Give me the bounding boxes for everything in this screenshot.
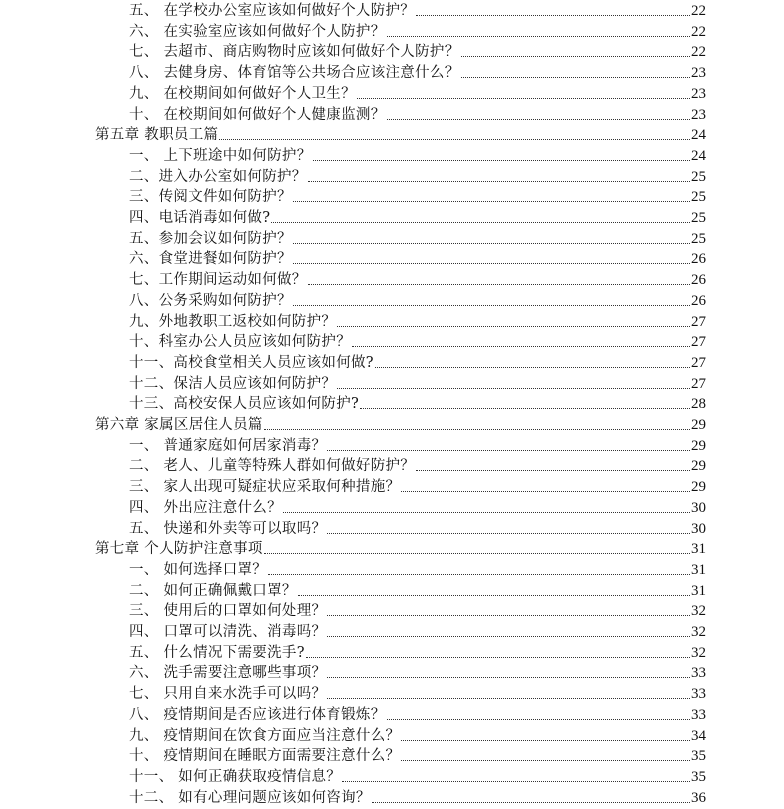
- toc-page-number: 24: [691, 147, 706, 164]
- toc-chapter-entry[interactable]: [95, 414, 706, 434]
- toc-item-entry[interactable]: [129, 41, 706, 61]
- toc-entry-title: 二、进入办公室如何防护？: [129, 168, 307, 185]
- toc-page-number: 33: [691, 706, 706, 723]
- dot-leader: [401, 760, 690, 761]
- toc-page-number: 32: [691, 644, 706, 661]
- toc-item-entry[interactable]: [129, 600, 706, 620]
- toc-item-entry[interactable]: [129, 518, 706, 538]
- dot-leader: [264, 429, 690, 430]
- toc-page-number: 25: [691, 210, 706, 226]
- toc-entry-title: 八、公务采购如何防护？: [129, 292, 292, 309]
- dot-leader: [298, 595, 690, 596]
- toc-page-number: 33: [691, 665, 706, 682]
- dot-leader: [401, 740, 690, 741]
- dot-leader: [268, 574, 690, 575]
- dot-leader: [461, 77, 690, 78]
- toc-item-entry[interactable]: [129, 352, 706, 372]
- toc-page-number: 22: [691, 23, 706, 40]
- dot-leader: [360, 408, 690, 409]
- toc-entry-title: 二、 老人、儿童等特殊人群如何做好防护？: [129, 458, 416, 475]
- toc-item-entry[interactable]: [129, 497, 706, 517]
- toc-entry-title: 第七章 个人防护注意事项: [95, 541, 263, 558]
- toc-page-number: 31: [691, 561, 706, 578]
- dot-leader: [337, 388, 690, 389]
- toc-entry-title: 一、 上下班途中如何防护？: [129, 147, 312, 164]
- toc-page-number: 31: [691, 541, 706, 558]
- toc-page-number: 23: [691, 85, 706, 102]
- dot-leader: [401, 491, 690, 492]
- toc-item-entry[interactable]: [129, 331, 706, 351]
- toc-page-number: 26: [691, 292, 706, 309]
- dot-leader: [375, 367, 690, 368]
- toc-page-number: 32: [691, 624, 706, 640]
- dot-leader: [308, 284, 690, 285]
- dot-leader: [293, 263, 690, 264]
- dot-leader: [327, 698, 690, 699]
- dot-leader: [308, 181, 690, 182]
- toc-item-entry[interactable]: [129, 435, 706, 455]
- toc-item-entry[interactable]: [129, 455, 706, 475]
- toc-entry-title: 五、 在学校办公室应该如何做好个人防护？: [129, 3, 416, 19]
- toc-page-number: 29: [691, 417, 706, 433]
- toc-item-entry[interactable]: [129, 21, 706, 41]
- dot-leader: [357, 98, 690, 99]
- toc-page-number: 35: [691, 768, 706, 785]
- toc-page-number: 27: [691, 313, 706, 330]
- dot-leader: [387, 36, 690, 37]
- toc-item-entry[interactable]: [129, 269, 706, 289]
- toc-page-number: 36: [691, 789, 706, 806]
- toc-entry-title: 四、 外出应注意什么？: [129, 499, 282, 516]
- dot-leader: [416, 470, 690, 471]
- toc-item-entry[interactable]: [129, 166, 706, 186]
- toc-page-number: 23: [691, 106, 706, 123]
- toc-item-entry[interactable]: [129, 0, 706, 20]
- toc-page-number: 35: [691, 748, 706, 765]
- toc-item-entry[interactable]: [129, 642, 706, 662]
- dot-leader: [306, 657, 690, 658]
- toc-item-entry[interactable]: [129, 766, 706, 786]
- toc-entry-title: 二、 如何正确佩戴口罩？: [129, 582, 297, 599]
- toc-entry-title: 五、 快递和外卖等可以取吗？: [129, 520, 327, 537]
- toc-page-number: 23: [691, 65, 706, 82]
- toc-entry-title: 第六章 家属区居住人员篇: [95, 417, 263, 433]
- toc-page-number: 24: [691, 127, 706, 144]
- toc-entry-title: 七、 只用自来水洗手可以吗？: [129, 686, 327, 703]
- toc-item-entry[interactable]: [129, 145, 706, 165]
- toc-item-entry[interactable]: [129, 580, 706, 600]
- dot-leader: [387, 719, 690, 720]
- toc-entry-title: 十、 疫情期间在睡眠方面需要注意什么？: [129, 748, 401, 765]
- dot-leader: [372, 802, 690, 803]
- toc-page-number: 32: [691, 603, 706, 620]
- toc-item-entry[interactable]: [129, 725, 706, 745]
- dot-leader: [387, 119, 690, 120]
- toc-entry-title: 一、 如何选择口罩？: [129, 561, 268, 578]
- toc-item-entry[interactable]: [129, 62, 706, 82]
- toc-page-number: 28: [691, 396, 706, 413]
- dot-leader: [342, 781, 690, 782]
- dot-leader: [337, 326, 690, 327]
- toc-page-number: 22: [691, 44, 706, 61]
- toc-item-entry[interactable]: [129, 393, 706, 413]
- toc-page-number: 26: [691, 272, 706, 289]
- toc-entry-title: 三、 家人出现可疑症状应采取何种措施？: [129, 479, 401, 496]
- toc-entry-title: 九、 疫情期间在饮食方面应当注意什么？: [129, 727, 401, 744]
- toc-entry-title: 七、工作期间运动如何做？: [129, 272, 307, 289]
- dot-leader: [461, 56, 690, 57]
- toc-page-number: 25: [691, 189, 706, 206]
- toc-item-entry[interactable]: [129, 745, 706, 765]
- toc-page-number: 34: [691, 727, 706, 744]
- toc-item-entry[interactable]: [129, 621, 706, 641]
- dot-leader: [271, 222, 690, 223]
- toc-entry-title: 四、电话消毒如何做?: [129, 210, 271, 226]
- toc-item-entry[interactable]: [129, 683, 706, 703]
- toc-item-entry[interactable]: [129, 248, 706, 268]
- toc-entry-title: 九、 在校期间如何做好个人卫生？: [129, 85, 356, 102]
- dot-leader: [327, 615, 690, 616]
- dot-leader: [293, 201, 690, 202]
- toc-entry-title: 四、 口罩可以清洗、消毒吗？: [129, 624, 327, 640]
- toc-item-entry[interactable]: [129, 186, 706, 206]
- toc-item-entry[interactable]: [129, 476, 706, 496]
- toc-entry-title: 七、 去超市、商店购物时应该如何做好个人防护？: [129, 44, 460, 61]
- toc-page-number: 27: [691, 375, 706, 392]
- toc-item-entry[interactable]: [129, 311, 706, 331]
- dot-leader: [219, 139, 690, 140]
- toc-page-number: 22: [691, 3, 706, 19]
- toc-page-number: 27: [691, 334, 706, 351]
- toc-page-number: 26: [691, 251, 706, 268]
- toc-page-number: 29: [691, 458, 706, 475]
- dot-leader: [327, 677, 690, 678]
- toc-entry-title: 十一、 如何正确获取疫情信息？: [129, 768, 342, 785]
- toc-item-entry[interactable]: [129, 228, 706, 248]
- dot-leader: [327, 636, 690, 637]
- toc-entry-title: 六、 洗手需要注意哪些事项？: [129, 665, 327, 682]
- toc-page-number: 25: [691, 230, 706, 247]
- toc-page-number: 30: [691, 499, 706, 516]
- toc-item-entry[interactable]: [129, 704, 706, 724]
- toc-entry-title: 五、 什么情况下需要洗手?: [129, 644, 305, 661]
- toc-item-entry[interactable]: [129, 104, 706, 124]
- toc-entry-title: 十二、 如有心理问题应该如何咨询？: [129, 789, 371, 806]
- toc-item-entry[interactable]: [129, 83, 706, 103]
- toc-entry-title: 第五章 教职员工篇: [95, 127, 219, 144]
- toc-page-number: 30: [691, 520, 706, 537]
- toc-page-number: 27: [691, 354, 706, 371]
- toc-item-entry[interactable]: [129, 662, 706, 682]
- toc-entry-title: 十三、高校安保人员应该如何防护?: [129, 396, 360, 413]
- toc-page-number: 29: [691, 479, 706, 496]
- dot-leader: [352, 346, 690, 347]
- toc-entry-title: 六、 在实验室应该如何做好个人防护？: [129, 23, 386, 40]
- toc-entry-title: 九、外地教职工返校如何防护？: [129, 313, 337, 330]
- dot-leader: [264, 553, 690, 554]
- toc-page-number: 33: [691, 686, 706, 703]
- toc-entry-title: 十、科室办公人员应该如何防护？: [129, 334, 351, 351]
- dot-leader: [293, 243, 690, 244]
- toc-entry-title: 一、 普通家庭如何居家消毒？: [129, 437, 327, 454]
- toc-entry-title: 十一、高校食堂相关人员应该如何做?: [129, 354, 374, 371]
- dot-leader: [416, 15, 690, 16]
- toc-page-number: 29: [691, 437, 706, 454]
- dot-leader: [293, 305, 690, 306]
- toc-item-entry[interactable]: [129, 290, 706, 310]
- toc-entry-title: 五、参加会议如何防护？: [129, 230, 292, 247]
- toc-entry-title: 六、食堂进餐如何防护？: [129, 251, 292, 268]
- toc-page-number: 31: [691, 582, 706, 599]
- toc-entry-title: 十、 在校期间如何做好个人健康监测？: [129, 106, 386, 123]
- toc-page-number: 25: [691, 168, 706, 185]
- toc-entry-title: 三、 使用后的口罩如何处理？: [129, 603, 327, 620]
- toc-entry-title: 八、 去健身房、体育馆等公共场合应该注意什么？: [129, 65, 460, 82]
- toc-chapter-entry[interactable]: [95, 124, 706, 144]
- toc-item-entry[interactable]: [129, 559, 706, 579]
- toc-entry-title: 十二、保洁人员应该如何防护？: [129, 375, 337, 392]
- toc-item-entry[interactable]: [129, 787, 706, 807]
- toc-item-entry[interactable]: [129, 373, 706, 393]
- toc-entry-title: 三、传阅文件如何防护？: [129, 189, 292, 206]
- dot-leader: [327, 533, 690, 534]
- dot-leader: [313, 160, 690, 161]
- toc-entry-title: 八、 疫情期间是否应该进行体育锻炼？: [129, 706, 386, 723]
- dot-leader: [283, 512, 690, 513]
- dot-leader: [327, 450, 690, 451]
- toc-chapter-entry[interactable]: [95, 538, 706, 558]
- toc-item-entry[interactable]: [129, 207, 706, 227]
